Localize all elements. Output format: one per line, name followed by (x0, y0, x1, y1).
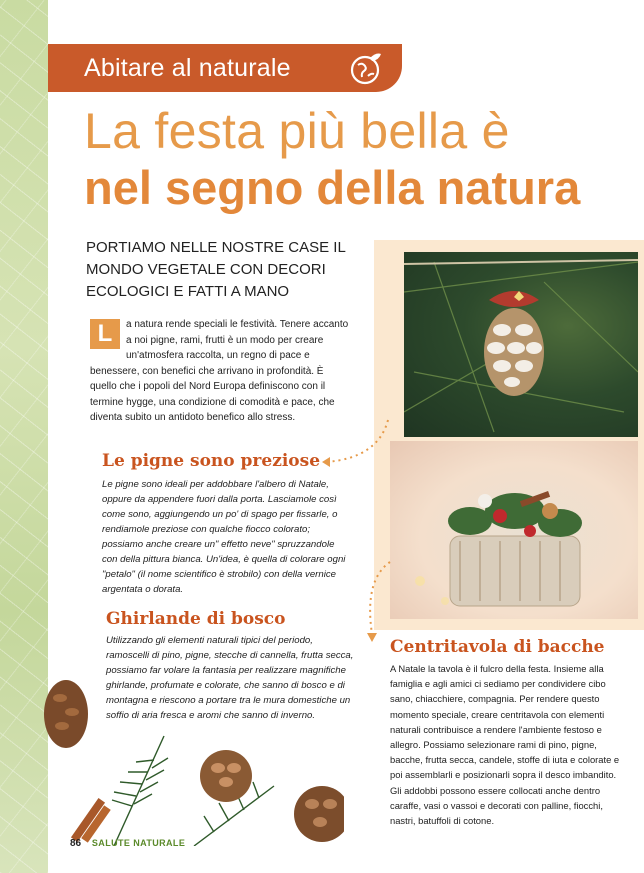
section-heading-ghirlande: Ghirlande di bosco (106, 609, 286, 629)
page-title-line1: La festa più bella è (84, 103, 510, 159)
connector-dotted-arrow-centritavola (362, 560, 392, 644)
section-body-centritavola: A Natale la tavola è il fulcro della festa. Insieme alla famiglia e agli amici ci sediamo per condividere cibo sano, chiacchiere, compagnia. Per rendere questo momento speciale, creare centritavola con elementi naturali contribuisce a rendere l'ambiente festoso e allegro. Possiamo selezionare rami di pino, pigne, bacche, frutta secca, candele, stoffe di iuta e colorate e poi assemblarli e posizionarli sopra il desco imbandito. Gli addobbi possono essere collocati anche dentro caraffe, vasi o vassoi e decorati con palline, fiocchi, nastri, batuffoli di cotone. (390, 663, 620, 827)
section-body-ghirlande: Utilizzando gli elementi naturali tipici del periodo, ramoscelli di pino, pigne, stecche di cannella, frutta secca, possiamo far volare la fantasia per realizzare magnifiche ghirlande, profumate e colorate, che sanno di bosco e di montagna e riescono a portare tra le mura domestiche un soffio di aria fresca e aromi che sanno di inverno. (106, 635, 354, 721)
page-footer (70, 838, 185, 849)
section-banner-label: Abitare al naturale (84, 53, 291, 82)
section-heading-pigne: Le pigne sono preziose (102, 451, 321, 471)
page-title-line2: nel segno della natura (84, 161, 581, 214)
pinecone-ornament-illustration (404, 252, 638, 437)
connector-dotted-arrow-pigne (318, 418, 390, 470)
leaf-globe-icon (346, 49, 384, 87)
intro-text: a natura rende speciali le festività. Tenere accanto a noi pigne, rami, frutti è un modo per creare un'atmosfera raccolta, un regno di pace e benessere, con benefici che arrivano in profondità. È quello che i popoli del Nord Europa definiscono con il termine hygge, una condizione di comodità e pace, che diventa subito un antidoto benefico allo stress. (90, 319, 349, 423)
leaf-background-margin (0, 0, 48, 873)
section-body-pigne: Le pigne sono ideali per addobbare l'albero di Natale, oppure da appendere fuori dalla porta. Lasciamole così come sono, aggiungendo un po' di spago per fissarle, o rendiamole preziose con qualche fiocco colorato; possiamo anche creare un" effetto neve" spruzzandole con della pittura bianca. Un'idea, è quella di colorare ogni "petalo" (il nome scientifico è strobilo) con della vernice argentata o dorata. (102, 479, 346, 595)
intro-paragraph (90, 317, 350, 426)
page-subtitle: PORTIAMO NELLE NOSTRE CASE IL MONDO VEGETALE CON DECORI ECOLOGICI E FATTI A MANO (86, 239, 346, 300)
pinecones-decoration (44, 676, 344, 846)
section-banner (48, 44, 402, 92)
section-heading-centritavola: Centritavola di bacche (390, 637, 605, 657)
centrepiece-illustration (390, 441, 638, 619)
drop-cap: L (90, 319, 120, 349)
magazine-brand: SALUTE NATURALE (91, 838, 186, 848)
page-number: 86 (70, 838, 82, 849)
berry-centrepiece-photo (390, 441, 638, 619)
pinecone-ornament-photo (390, 252, 638, 437)
